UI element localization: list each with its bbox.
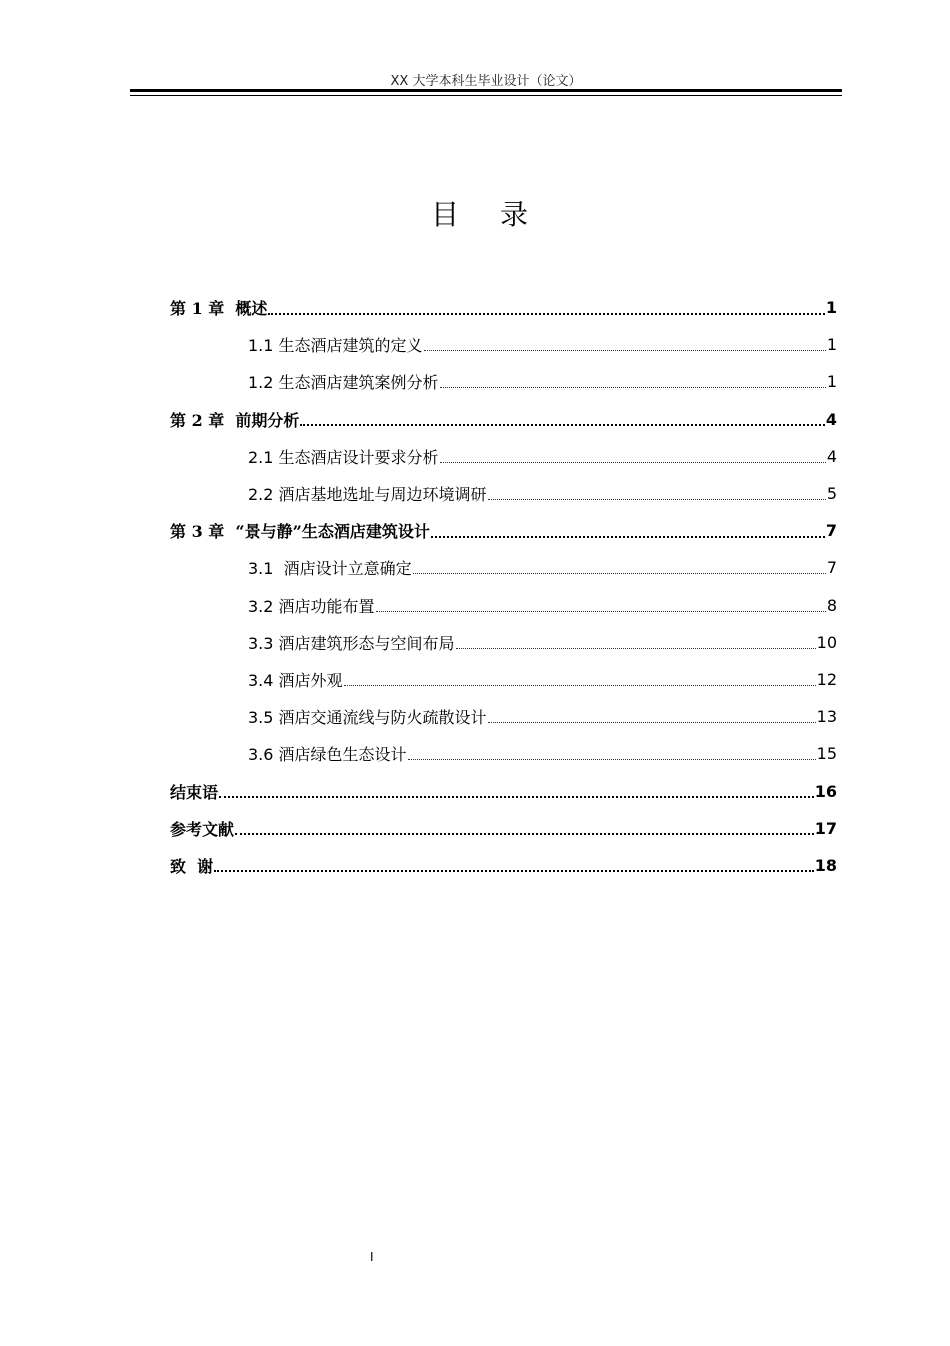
toc-dot-leader xyxy=(344,685,816,686)
toc-dot-leader xyxy=(431,536,825,538)
toc-entry-label: 2.2 酒店基地选址与周边环境调研 xyxy=(248,485,487,505)
toc-entry-page-number: 7 xyxy=(826,558,837,578)
toc-entry-page-number: 10 xyxy=(816,632,837,652)
toc-entry-page-number: 8 xyxy=(826,595,837,615)
toc-title: 目 录 xyxy=(431,198,544,231)
toc-section-entry[interactable] xyxy=(170,587,837,624)
toc-dot-leader xyxy=(440,462,826,463)
toc-section-entry[interactable] xyxy=(170,363,837,400)
toc-entry-label: 3.6 酒店绿色生态设计 xyxy=(248,745,407,765)
toc-section-entry[interactable] xyxy=(170,475,837,512)
toc-dot-leader xyxy=(456,648,816,649)
toc-section-entry[interactable] xyxy=(170,661,837,698)
toc-entry-page-number: 1 xyxy=(825,298,837,318)
header-rule-thin xyxy=(130,95,842,96)
toc-section-entry[interactable] xyxy=(170,326,837,363)
toc-dot-leader xyxy=(408,759,816,760)
toc-dot-leader xyxy=(214,870,814,872)
toc-dot-leader xyxy=(219,796,814,798)
toc-entry-page-number: 15 xyxy=(816,744,837,764)
toc-chapter-entry[interactable] xyxy=(170,289,837,326)
toc-entry-page-number: 1 xyxy=(826,372,837,392)
toc-section-entry[interactable] xyxy=(170,549,837,586)
toc-dot-leader xyxy=(235,833,814,835)
toc-entry-label: 3.5 酒店交通流线与防火疏散设计 xyxy=(248,708,487,728)
toc-dot-leader xyxy=(488,499,826,500)
toc-entry-label: 第 3 章 “景与静”生态酒店建筑设计 xyxy=(170,522,430,542)
header-rule-thick xyxy=(130,89,842,92)
toc-entry-page-number: 4 xyxy=(825,409,837,429)
toc-entry-page-number: 18 xyxy=(814,855,837,875)
toc-entry-page-number: 13 xyxy=(816,707,837,727)
toc-dot-leader xyxy=(424,350,826,351)
toc-entry-page-number: 1 xyxy=(826,335,837,355)
toc-entry-label: 3.2 酒店功能布置 xyxy=(248,596,375,616)
toc-dot-leader xyxy=(440,387,826,388)
toc-section-entry[interactable] xyxy=(170,438,837,475)
toc-entry-label: 参考文献 xyxy=(170,819,235,839)
toc-entry-label: 3.1 酒店设计立意确定 xyxy=(248,559,412,579)
toc-entry-page-number: 16 xyxy=(814,781,837,801)
toc-entry-label: 3.3 酒店建筑形态与空间布局 xyxy=(248,633,455,653)
toc-entry-page-number: 4 xyxy=(826,446,837,466)
toc-chapter-entry[interactable] xyxy=(170,810,837,847)
toc-entry-label: 3.4 酒店外观 xyxy=(248,670,343,690)
toc-entry-page-number: 12 xyxy=(816,669,837,689)
running-header: XX 大学本科生毕业设计（论文） xyxy=(390,74,582,89)
toc-entry-label: 结束语 xyxy=(170,782,219,802)
toc-section-entry[interactable] xyxy=(170,624,837,661)
toc-entry-label: 第 2 章 前期分析 xyxy=(170,410,300,430)
toc-dot-leader xyxy=(376,611,826,612)
toc-entry-label: 第 1 章 概述 xyxy=(170,299,268,319)
toc-chapter-entry[interactable] xyxy=(170,847,837,884)
toc-entry-label: 1.1 生态酒店建筑的定义 xyxy=(248,336,423,356)
toc-chapter-entry[interactable] xyxy=(170,401,837,438)
toc-section-entry[interactable] xyxy=(170,735,837,772)
page-number: I xyxy=(370,1250,374,1264)
toc-entry-page-number: 17 xyxy=(814,818,837,838)
toc-dot-leader xyxy=(488,722,816,723)
toc-entry-label: 2.1 生态酒店设计要求分析 xyxy=(248,447,439,467)
toc-dot-leader xyxy=(413,573,826,574)
toc-dot-leader xyxy=(268,313,824,315)
toc-chapter-entry[interactable] xyxy=(170,512,837,549)
toc-entry-label: 致 谢 xyxy=(170,856,214,876)
toc-dot-leader xyxy=(300,424,824,426)
toc-entry-page-number: 7 xyxy=(825,521,837,541)
table-of-contents xyxy=(170,289,837,884)
toc-entry-page-number: 5 xyxy=(826,484,837,504)
toc-chapter-entry[interactable] xyxy=(170,772,837,809)
toc-section-entry[interactable] xyxy=(170,698,837,735)
toc-entry-label: 1.2 生态酒店建筑案例分析 xyxy=(248,373,439,393)
